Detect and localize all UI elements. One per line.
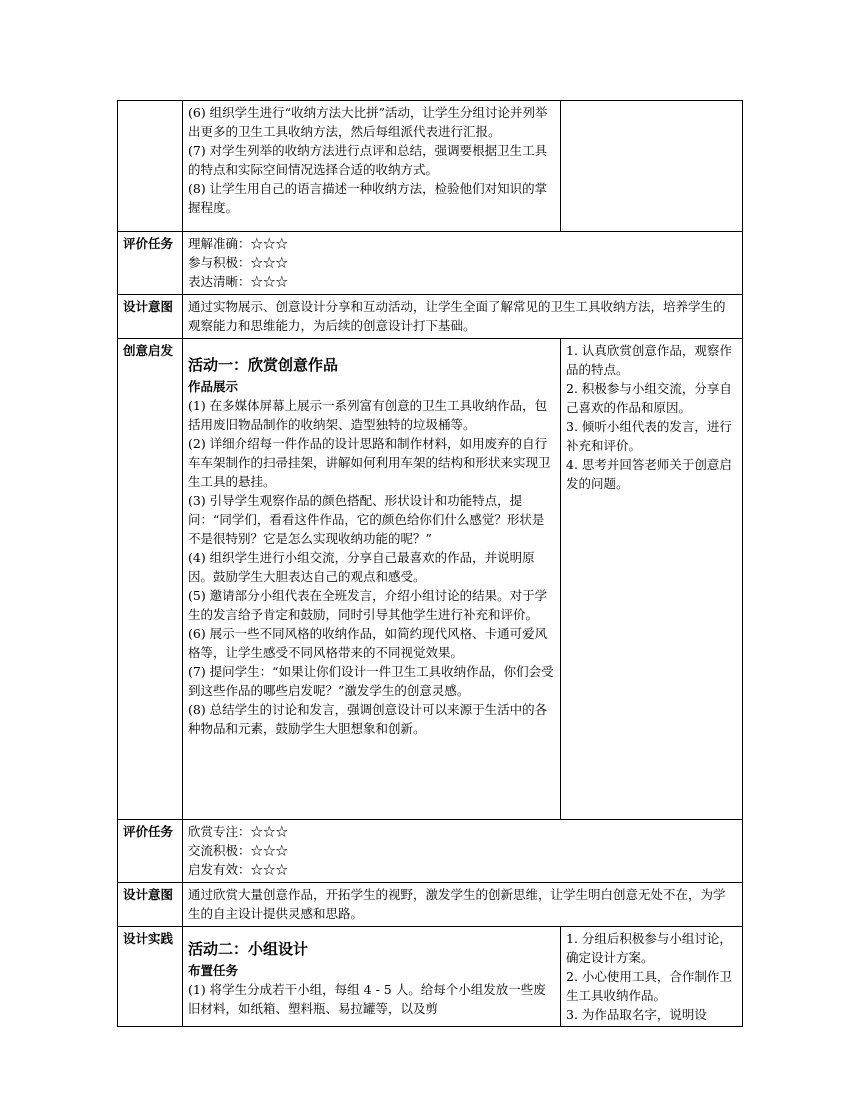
- empty-label-cell: [118, 101, 183, 232]
- step-item: (8) 总结学生的讨论和发言，强调创意设计可以来源于生活中的各种物品和元素，鼓励学生大胆想象和创新。: [188, 702, 548, 736]
- row-evaluation-1: [118, 232, 743, 295]
- activity-title: 活动二：小组设计: [188, 940, 309, 958]
- design-intent-label: 设计意图: [118, 295, 183, 339]
- student-activity-item: 3. 为作品取名字，说明设: [566, 1007, 707, 1022]
- student-activity-item: 2. 小心使用工具，合作制作卫生工具收纳作品。: [566, 969, 732, 1003]
- row-design-practice: [118, 927, 743, 1027]
- step-item: (5) 邀请部分小组代表在全班发言，介绍小组讨论的结果。对于学生的发言给予肯定和鼓励，同时引导其他学生进行补充和评价。: [188, 588, 548, 622]
- evaluation-item: 欣赏专注：☆☆☆: [188, 824, 289, 839]
- student-activity-item: 1. 分组后积极参与小组讨论，确定设计方案。: [566, 931, 732, 965]
- practice-content-cell: [183, 927, 561, 1027]
- student-activity-item: 4. 思考并回答老师关于创意启发的问题。: [566, 457, 732, 491]
- evaluation-item: 启发有效：☆☆☆: [188, 862, 289, 877]
- step-item: (6) 展示一些不同风格的收纳作品，如简约现代风格、卡通可爱风格等，让学生感受不同风格带来的不同视觉效果。: [188, 626, 548, 660]
- design-intent-text: 通过欣赏大量创意作品，开拓学生的视野，激发学生的创新思维，让学生明白创意无处不在，为学生的自主设计提供灵感和思路。: [183, 883, 743, 927]
- row-teaching-steps-continued: [118, 101, 743, 232]
- step-item: (3) 引导学生观察作品的颜色搭配、形状设计和功能特点，提问：“同学们，看看这件作品，它的颜色给你们什么感觉？形状是不是很特别？它是怎么实现收纳功能的呢？”: [188, 493, 545, 546]
- student-activity-cell: [561, 339, 743, 820]
- step-item: (6) 组织学生进行“收纳方法大比拼”活动，让学生分组讨论并列举出更多的卫生工具收纳方法，然后每组派代表进行汇报。: [188, 105, 548, 139]
- evaluation-items: [183, 820, 743, 883]
- student-activity-item: 2. 积极参与小组交流，分享自己喜欢的作品和原因。: [566, 381, 732, 415]
- student-activity-item: 1. 认真欣赏创意作品，观察作品的特点。: [566, 343, 732, 377]
- teaching-steps-cell: [183, 101, 561, 232]
- evaluation-items: [183, 232, 743, 295]
- student-activity-item: 3. 倾听小组代表的发言，进行补充和评价。: [566, 419, 732, 453]
- step-item: (7) 提问学生：“如果让你们设计一件卫生工具收纳作品，你们会受到这些作品的哪些启发呢？”激发学生的创意灵感。: [188, 664, 554, 698]
- student-activity-cell-empty: [561, 101, 743, 232]
- evaluation-label: 评价任务: [118, 232, 183, 295]
- step-item: (1) 在多媒体屏幕上展示一系列富有创意的卫生工具收纳作品，包括用废旧物品制作的收纳架、造型独特的垃圾桶等。: [188, 398, 548, 432]
- design-intent-label: 设计意图: [118, 883, 183, 927]
- inspiration-content-cell: [183, 339, 561, 820]
- design-intent-text: 通过实物展示、创意设计分享和互动活动，让学生全面了解常见的卫生工具收纳方法，培养学生的观察能力和思维能力，为后续的创意设计打下基础。: [183, 295, 743, 339]
- section-subtitle: 布置任务: [188, 963, 239, 978]
- row-design-intent-1: [118, 295, 743, 339]
- section-subtitle: 作品展示: [188, 379, 239, 394]
- step-item: (8) 让学生用自己的语言描述一种收纳方法，检验他们对知识的掌握程度。: [188, 181, 548, 215]
- creative-inspiration-label: 创意启发: [118, 339, 183, 820]
- row-design-intent-2: [118, 883, 743, 927]
- evaluation-item: 参与积极：☆☆☆: [188, 255, 289, 270]
- lesson-plan-table: [117, 100, 743, 1027]
- evaluation-item: 理解准确：☆☆☆: [188, 236, 289, 251]
- evaluation-item: 交流积极：☆☆☆: [188, 843, 289, 858]
- step-item: (4) 组织学生进行小组交流，分享自己最喜欢的作品，并说明原因。鼓励学生大胆表达自己的观点和感受。: [188, 550, 535, 584]
- row-evaluation-2: [118, 820, 743, 883]
- design-practice-label: 设计实践: [118, 927, 183, 1027]
- activity-title: 活动一：欣赏创意作品: [188, 356, 339, 374]
- step-item: (7) 对学生列举的收纳方法进行点评和总结，强调要根据卫生工具的特点和实际空间情况选择合适的收纳方式。: [188, 143, 548, 177]
- evaluation-label: 评价任务: [118, 820, 183, 883]
- row-creative-inspiration: [118, 339, 743, 820]
- step-item: (2) 详细介绍每一件作品的设计思路和制作材料，如用废弃的自行车车架制作的扫帚挂架，讲解如何利用车架的结构和形状来实现卫生工具的悬挂。: [188, 436, 551, 489]
- student-activity-cell: [561, 927, 743, 1027]
- step-item: (1) 将学生分成若干小组，每组 4 - 5 人。给每个小组发放一些废旧材料，如纸箱、塑料瓶、易拉罐等，以及剪: [188, 982, 546, 1016]
- evaluation-item: 表达清晰：☆☆☆: [188, 274, 289, 289]
